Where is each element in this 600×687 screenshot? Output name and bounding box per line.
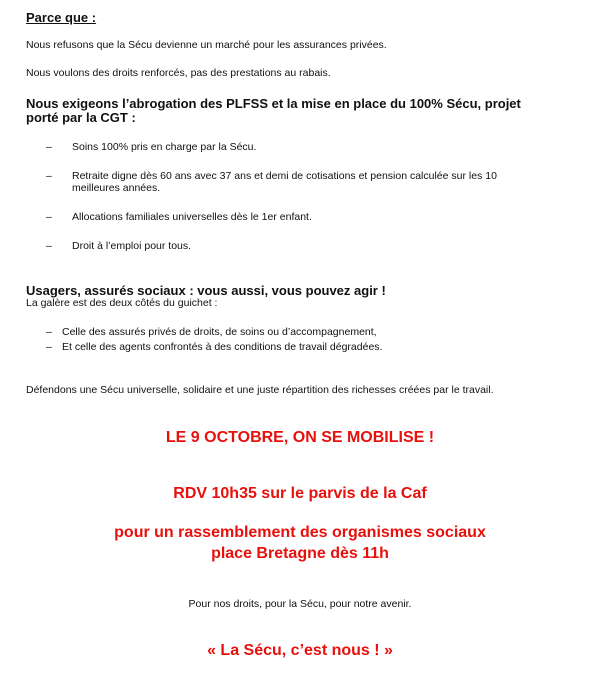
bullet-dash: – (46, 141, 52, 153)
callout-slogan: « La Sécu, c’est nous ! » (207, 642, 393, 659)
list-item-text: Celle des assurés privés de droits, de soins ou d’accompagnement, (62, 326, 377, 338)
section-heading-usagers: Usagers, assurés sociaux : vous aussi, vous pouvez agir ! (26, 283, 386, 298)
paragraph-defendons: Défendons une Sécu universelle, solidaire et une juste répartition des richesses créées par le travail. (26, 384, 494, 396)
callout-rassemblement-line2: place Bretagne dès 11h (211, 545, 389, 562)
bullet-dash: – (46, 240, 52, 252)
list-item-text-continued: meilleures années. (72, 182, 161, 194)
bullet-dash: – (46, 170, 52, 182)
paragraph-galere: La galère est des deux côtés du guichet : (26, 297, 218, 309)
callout-rassemblement-line1: pour un rassemblement des organismes sociaux (114, 524, 486, 541)
section-heading-exigeons-line1: Nous exigeons l’abrogation des PLFSS et la mise en place du 100% Sécu, projet (26, 96, 521, 111)
section-heading-exigeons-line2: porté par la CGT : (26, 110, 136, 125)
list-item-text: Soins 100% pris en charge par la Sécu. (72, 141, 257, 153)
bullet-dash: – (46, 341, 52, 353)
section-title-parce-que: Parce que : (26, 10, 97, 25)
paragraph-refus: Nous refusons que la Sécu devienne un marché pour les assurances privées. (26, 39, 387, 51)
list-item-text: Retraite digne dès 60 ans avec 37 ans et demi de cotisations et pension calculée sur les 10 (72, 170, 497, 182)
paragraph-droits: Nous voulons des droits renforcés, pas des prestations au rabais. (26, 67, 331, 79)
bullet-dash: – (46, 211, 52, 223)
list-item-text: Droit à l’emploi pour tous. (72, 240, 192, 252)
callout-title: LE 9 OCTOBRE, ON SE MOBILISE ! (165, 429, 435, 446)
list-item-text: Allocations familiales universelles dès le 1er enfant. (72, 211, 312, 223)
callout-rdv: RDV 10h35 sur le parvis de la Caf (173, 485, 427, 502)
callout-small-line: Pour nos droits, pour la Sécu, pour notre avenir. (188, 598, 412, 610)
list-item-text: Et celle des agents confrontés à des conditions de travail dégradées. (62, 341, 383, 353)
bullet-dash: – (46, 326, 52, 338)
